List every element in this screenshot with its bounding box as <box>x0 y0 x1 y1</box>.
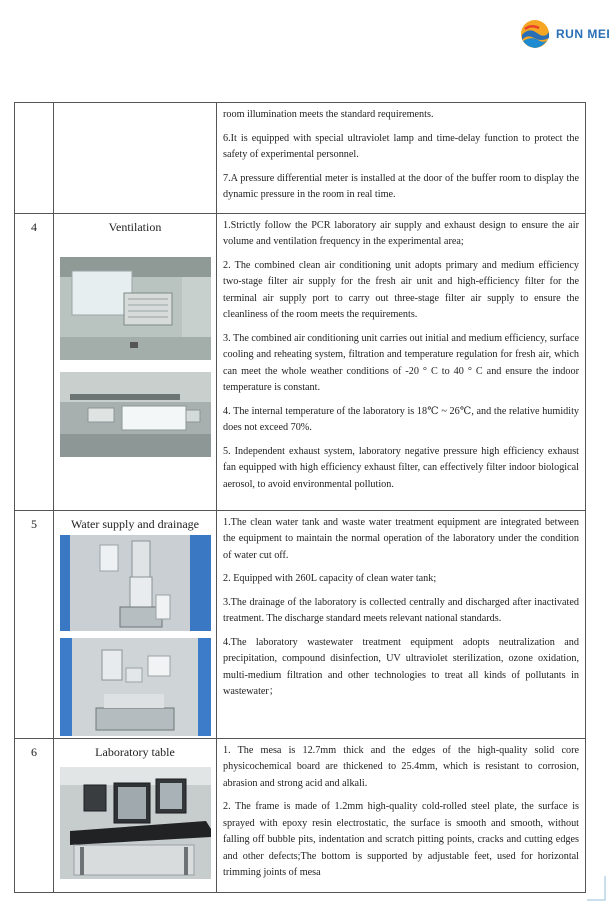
row-description <box>217 103 586 214</box>
description-item: 2. The combined clean air conditioning unit adopts primary and medium efficiency two-stage filter air supply for the fresh air unit and high-efficiency filter for the terminal air supply port to carry out three-stage filter air supply to ensure the cleanliness of the room meets the requirements. <box>223 259 579 320</box>
table-row <box>15 510 586 738</box>
row-description <box>217 213 586 510</box>
laboratory-table-photo <box>60 767 211 879</box>
description-item: 7.A pressure differential meter is installed at the door of the buffer room to display the dynamic pressure in the room in real time. <box>223 172 579 200</box>
logo-mark-icon <box>519 18 551 50</box>
specification-table <box>14 102 586 893</box>
description-item: 4. The internal temperature of the laboratory is 18℃ ~ 26℃, and the relative humidity does not exceed 70%. <box>223 405 579 433</box>
row-number: 6 <box>15 738 54 892</box>
row-number <box>15 103 54 214</box>
row-description <box>217 738 586 892</box>
water-supply-photo-1 <box>60 535 211 631</box>
description-item: 3.The drainage of the laboratory is collected centrally and discharged after inactivated treatment. The discharge standard meets relevant national standards. <box>223 596 579 624</box>
row-name-cell <box>54 213 217 510</box>
row-number: 5 <box>15 510 54 738</box>
description-item: 1.The clean water tank and waste water treatment equipment are integrated between the equipment to maintain the normal operation of the laboratory under the condition of water cut off. <box>223 516 579 561</box>
ventilation-photo-ceiling <box>60 372 211 457</box>
description-item: 4.The laboratory wastewater treatment equipment adopts neutralization and precipitation, compound disinfection, UV ultraviolet sterilization, ozone oxidation, multi-medium filtration and other technologies to treat all kinds of pollutants in wastewater； <box>223 636 579 697</box>
water-supply-photo-2 <box>60 638 211 736</box>
description-item: 2. The frame is made of 1.2mm high-quality cold-rolled steel plate, the surface is sprayed with epoxy resin electrostatic, the surface is smooth and smooth, without falling off bubble pits, indentation and scratch pitting points, cracks and cutting edges and other defects;The bottom is supported by adjustable feet, used for horizontal trimming joints of mesa <box>223 801 579 878</box>
page-corner-decoration <box>585 874 607 902</box>
row-name-cell <box>54 510 217 738</box>
table-row <box>15 213 586 510</box>
table-row <box>15 738 586 892</box>
description-item: 3. The combined air conditioning unit carries out initial and medium efficiency, surface cooling and reheating system, filtration and temperature regulation for fresh air, which can meet the whole weather conditions of -20 ° C to 40 ° C and ensure the indoor temperature is constant. <box>223 332 579 393</box>
description-item: 1.Strictly follow the PCR laboratory air supply and exhaust design to ensure the air volume and ventilation frequency in the experimental area; <box>223 219 579 247</box>
brand-logo <box>519 18 609 52</box>
row-name: Water supply and drainage <box>71 516 199 531</box>
ventilation-photo-wall <box>60 257 211 360</box>
row-name: Laboratory table <box>95 744 175 759</box>
row-name-cell <box>54 103 217 214</box>
row-name: Ventilation <box>108 219 162 234</box>
description-item: 5. Independent exhaust system, laboratory negative pressure high efficiency exhaust fan equipped with high efficiency exhaust filter, can effectively filter indoor biological aerosol, to avoid environmental pollution. <box>223 445 579 490</box>
description-item: 6.It is equipped with special ultraviolet lamp and time-delay function to protect the safety of experimental personnel. <box>223 132 579 160</box>
description-item: room illumination meets the standard requirements. <box>223 109 434 120</box>
description-item: 1. The mesa is 12.7mm thick and the edges of the high-quality solid core physicochemical board are thickened to 25.4mm, which is resistant to corrosion, abrasion and strong acid and alkali. <box>223 744 579 789</box>
brand-name: RUN MEI <box>556 27 611 41</box>
table-row <box>15 103 586 214</box>
row-name-cell <box>54 738 217 892</box>
row-number: 4 <box>15 213 54 510</box>
row-description <box>217 510 586 738</box>
description-item: 2. Equipped with 260L capacity of clean water tank; <box>223 573 437 584</box>
